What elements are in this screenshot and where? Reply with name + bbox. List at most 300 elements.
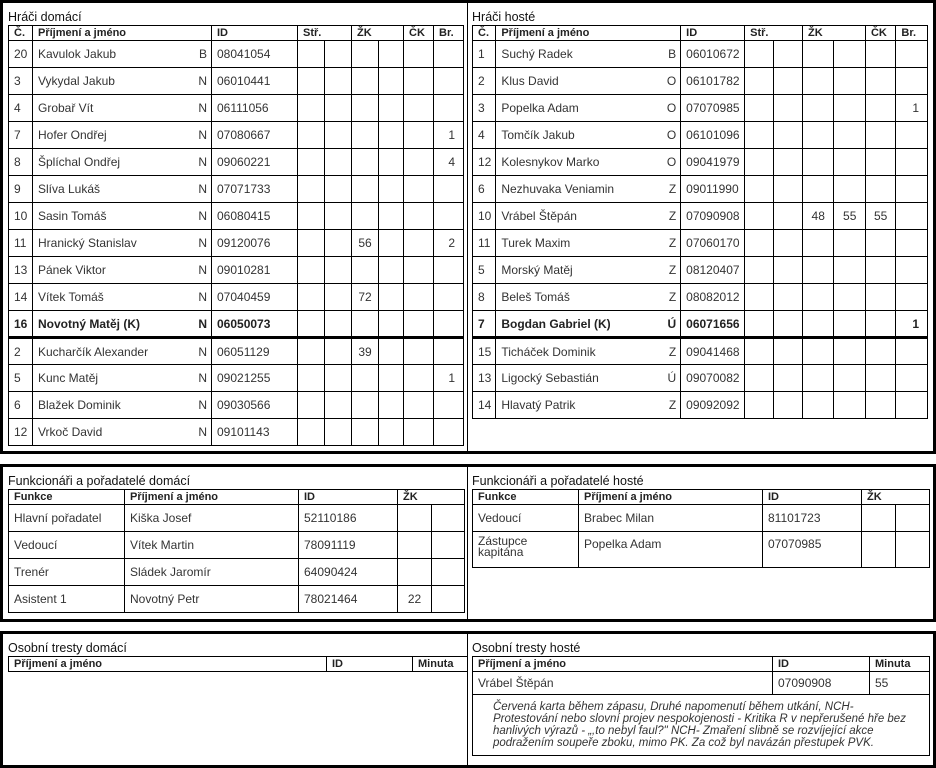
officials-section [0,464,936,622]
yellow-card-cell [802,311,833,338]
goals-cell [896,230,928,257]
col-zk-header: ŽK [862,490,930,505]
yellow-card-cell [802,122,833,149]
table-header-row [9,490,465,505]
player-name: Sasin Tomáš [33,203,181,230]
substitution-cell [298,41,325,68]
substitution-cell [745,203,773,230]
substitution-cell [773,338,802,365]
player-name: Kunc Matěj [33,365,181,392]
yellow-card-cell [834,338,865,365]
player-name: Vykydal Jakub [33,68,181,95]
yellow-card-cell [398,559,432,586]
official-row [9,559,465,586]
player-id: 09070082 [681,365,745,392]
away-penalties-panel [468,634,933,765]
player-name: Blažek Dominik [33,392,181,419]
col-function-header: Funkce [9,490,125,505]
official-id: 78091119 [299,532,398,559]
red-card-cell [404,122,434,149]
yellow-card-cell [379,149,404,176]
away-players-table [472,25,928,419]
substitution-cell [325,257,352,284]
yellow-card-cell [398,532,432,559]
yellow-card-cell [802,257,833,284]
player-id: 06010672 [681,41,745,68]
substitution-cell [325,230,352,257]
goals-cell [896,257,928,284]
yellow-card-cell: 72 [352,284,379,311]
player-position: N [181,257,212,284]
substitution-cell [773,284,802,311]
substitution-cell [745,68,773,95]
player-position: N [181,95,212,122]
red-card-cell [404,176,434,203]
player-position: O [653,95,680,122]
yellow-card-cell [834,122,865,149]
penalty-row [473,672,930,695]
yellow-card-cell [862,532,896,568]
col-id-header: ID [773,657,870,672]
yellow-card-cell [352,95,379,122]
yellow-card-cell [379,311,404,338]
player-position: N [181,176,212,203]
substitution-cell [745,284,773,311]
substitution-cell [745,149,773,176]
yellow-card-cell [802,230,833,257]
home-players-panel [3,3,468,451]
yellow-card-cell [834,41,865,68]
player-position: N [181,392,212,419]
yellow-card-cell [802,176,833,203]
home-officials-title: Funkcionáři a pořadatelé domácí [8,474,191,488]
col-zk-header: ŽK [352,26,404,41]
yellow-card-cell [802,338,833,365]
player-position: O [653,149,680,176]
player-position: O [653,68,680,95]
player-number: 1 [473,41,496,68]
substitution-cell [298,419,325,446]
col-id-header: ID [327,657,413,672]
home-penalties-panel [3,634,468,765]
player-number: 12 [473,149,496,176]
substitution-cell [745,392,773,419]
goals-cell: 1 [896,95,928,122]
col-str-header: Stř. [298,26,352,41]
col-function-header: Funkce [473,490,579,505]
substitution-cell [325,203,352,230]
substitution-cell [298,257,325,284]
player-name: Hlavatý Patrik [496,392,653,419]
penalty-note-row [473,695,930,756]
col-name-header: Příjmení a jméno [33,26,212,41]
player-position: N [181,68,212,95]
yellow-card-cell [352,365,379,392]
yellow-card-cell [379,176,404,203]
official-name: Sládek Jaromír [125,559,299,586]
player-number: 4 [9,95,33,122]
player-name: Hranický Stanislav [33,230,181,257]
player-row [9,338,464,365]
substitution-cell [325,365,352,392]
player-row [473,122,928,149]
goals-cell: 2 [434,230,464,257]
player-number: 11 [473,230,496,257]
substitution-cell [325,419,352,446]
substitution-cell [298,68,325,95]
substitution-cell [745,176,773,203]
red-card-cell: 55 [865,203,895,230]
away-penalties-table [472,656,930,756]
player-position: N [181,338,212,365]
yellow-card-cell [834,176,865,203]
substitution-cell [325,392,352,419]
substitution-cell [773,41,802,68]
yellow-card-cell [834,95,865,122]
penalty-player-name: Vrábel Štěpán [473,672,773,695]
official-name: Vítek Martin [125,532,299,559]
yellow-card-cell: 56 [352,230,379,257]
player-id: 09120076 [212,230,298,257]
red-card-cell [865,95,895,122]
home-penalties-title: Osobní tresty domácí [8,641,127,655]
player-id: 07070985 [681,95,745,122]
home-players-title: Hráči domácí [8,10,82,24]
yellow-card-cell [379,95,404,122]
goals-cell [434,419,464,446]
red-card-cell [404,230,434,257]
away-officials-body [473,505,930,568]
player-row [473,284,928,311]
yellow-card-cell [352,41,379,68]
player-number: 8 [9,149,33,176]
substitution-cell [298,122,325,149]
red-card-cell [404,41,434,68]
col-id-header: ID [763,490,862,505]
player-name: Pánek Viktor [33,257,181,284]
player-row [9,149,464,176]
substitution-cell [298,203,325,230]
substitution-cell [773,95,802,122]
col-name-header: Příjmení a jméno [9,657,327,672]
player-position: Z [653,176,680,203]
player-id: 08041054 [212,41,298,68]
substitution-cell [773,68,802,95]
player-id: 06051129 [212,338,298,365]
goals-cell [434,284,464,311]
substitution-cell [745,338,773,365]
col-ck-header: ČK [404,26,434,41]
official-row [9,586,465,613]
official-row [473,532,930,568]
substitution-cell [773,149,802,176]
substitution-cell [298,365,325,392]
player-name: Beleš Tomáš [496,284,653,311]
red-card-cell [404,311,434,338]
official-row [473,505,930,532]
player-position: O [653,122,680,149]
red-card-cell [865,149,895,176]
player-name: Suchý Radek [496,41,653,68]
yellow-card-cell [834,149,865,176]
goals-cell [434,68,464,95]
player-id: 09021255 [212,365,298,392]
player-row [473,257,928,284]
player-id: 09010281 [212,257,298,284]
substitution-cell [325,41,352,68]
away-players-body [473,41,928,419]
player-row [9,392,464,419]
yellow-card-cell: 22 [398,586,432,613]
player-number: 3 [473,95,496,122]
substitution-cell [773,203,802,230]
yellow-card-cell [802,149,833,176]
player-number: 6 [9,392,33,419]
goals-cell [434,41,464,68]
col-str-header: Stř. [745,26,803,41]
substitution-cell [298,392,325,419]
player-number: 9 [9,176,33,203]
substitution-cell [745,311,773,338]
away-officials-title: Funkcionáři a pořadatelé hosté [472,474,644,488]
col-name-header: Příjmení a jméno [579,490,763,505]
official-row [9,505,465,532]
player-position: N [181,122,212,149]
substitution-cell [745,95,773,122]
goals-cell: 1 [434,365,464,392]
player-row [9,203,464,230]
player-position: N [181,284,212,311]
player-name: Slíva Lukáš [33,176,181,203]
official-id: 07070985 [763,532,862,568]
player-id: 07090908 [681,203,745,230]
official-function: Hlavní pořadatel [9,505,125,532]
player-position: N [181,203,212,230]
col-num-header: Č. [473,26,496,41]
player-position: Ú [653,311,680,338]
player-position: N [181,365,212,392]
player-id: 06101782 [681,68,745,95]
player-row [473,392,928,419]
yellow-card-cell [379,392,404,419]
player-number: 12 [9,419,33,446]
player-row [9,41,464,68]
col-ck-header: ČK [865,26,895,41]
player-name: Hofer Ondřej [33,122,181,149]
goals-cell [434,257,464,284]
penalty-note: Červená karta během zápasu, Druhé napomenutí během utkání, NCH- Protestování nebo slovní projev nespokojenosti - Kritika R v nepřerušené hře bez hanlivých výrazů - „,to nebyl faul?" NCH- Zmaření slibně se rozvíjející akce podražením soupeře zboku, mimo PK. Za což byl navázán přestupek PVK. [473,695,930,756]
table-header-row [473,657,930,672]
col-id-header: ID [681,26,745,41]
goals-cell: 4 [434,149,464,176]
red-card-cell [865,284,895,311]
yellow-card-cell [352,203,379,230]
yellow-card-cell [432,559,465,586]
red-card-cell [404,149,434,176]
player-id: 09060221 [212,149,298,176]
yellow-card-cell [432,586,465,613]
substitution-cell [298,95,325,122]
official-function: Asistent 1 [9,586,125,613]
red-card-cell [404,419,434,446]
yellow-card-cell [352,68,379,95]
player-number: 7 [9,122,33,149]
goals-cell [896,149,928,176]
red-card-cell [865,41,895,68]
red-card-cell [404,338,434,365]
substitution-cell [773,311,802,338]
substitution-cell [298,338,325,365]
official-id: 52110186 [299,505,398,532]
col-name-header: Příjmení a jméno [125,490,299,505]
goals-cell [434,95,464,122]
red-card-cell [865,176,895,203]
player-id: 08120407 [681,257,745,284]
substitution-cell [773,230,802,257]
player-name: Kolesnykov Marko [496,149,653,176]
player-row [473,338,928,365]
player-row [473,95,928,122]
player-number: 11 [9,230,33,257]
yellow-card-cell [896,532,930,568]
player-id: 09011990 [681,176,745,203]
player-position: Ú [653,365,680,392]
player-row [473,176,928,203]
official-function: Vedoucí [473,505,579,532]
substitution-cell [745,41,773,68]
col-zk-header: ŽK [398,490,465,505]
substitution-cell [745,365,773,392]
yellow-card-cell [834,68,865,95]
player-row [9,122,464,149]
goals-cell [434,338,464,365]
red-card-cell [865,230,895,257]
goals-cell [896,365,928,392]
player-row [473,311,928,338]
goals-cell [896,68,928,95]
yellow-card-cell [834,257,865,284]
red-card-cell [404,365,434,392]
player-name: Kucharčík Alexander [33,338,181,365]
substitution-cell [325,338,352,365]
red-card-cell [865,365,895,392]
player-row [9,365,464,392]
player-id: 09041979 [681,149,745,176]
yellow-card-cell [379,230,404,257]
player-number: 14 [9,284,33,311]
substitution-cell [325,122,352,149]
col-zk-header: ŽK [802,26,865,41]
yellow-card-cell [379,338,404,365]
yellow-card-cell [802,41,833,68]
official-id: 64090424 [299,559,398,586]
official-name: Popelka Adam [579,532,763,568]
substitution-cell [745,257,773,284]
yellow-card-cell [352,149,379,176]
player-name: Vrkoč David [33,419,181,446]
official-row [9,532,465,559]
col-name-header: Příjmení a jméno [473,657,773,672]
official-id: 81101723 [763,505,862,532]
official-name: Brabec Milan [579,505,763,532]
player-number: 13 [9,257,33,284]
player-number: 2 [473,68,496,95]
red-card-cell [865,122,895,149]
yellow-card-cell [432,505,465,532]
table-header-row [9,26,464,41]
goals-cell [896,284,928,311]
substitution-cell [325,149,352,176]
player-name: Popelka Adam [496,95,653,122]
penalties-section [0,631,936,768]
player-number: 15 [473,338,496,365]
player-name: Ligocký Sebastián [496,365,653,392]
substitution-cell [298,176,325,203]
goals-cell: 1 [434,122,464,149]
substitution-cell [325,284,352,311]
red-card-cell [404,203,434,230]
yellow-card-cell [379,284,404,311]
col-id-header: ID [299,490,398,505]
red-card-cell [404,68,434,95]
player-name: Tomčík Jakub [496,122,653,149]
player-id: 06080415 [212,203,298,230]
player-row [9,257,464,284]
player-position: Z [653,257,680,284]
player-name: Nezhuvaka Veniamin [496,176,653,203]
substitution-cell [773,392,802,419]
yellow-card-cell [834,230,865,257]
player-position: Z [653,230,680,257]
substitution-cell [773,176,802,203]
goals-cell [434,311,464,338]
substitution-cell [325,95,352,122]
goals-cell [434,392,464,419]
player-id: 07040459 [212,284,298,311]
player-position: Z [653,338,680,365]
player-row [9,284,464,311]
table-header-row [9,657,468,672]
substitution-cell [325,311,352,338]
home-officials-panel [3,467,468,619]
home-officials-table [8,489,465,613]
away-officials-panel [468,467,933,619]
player-row [473,230,928,257]
yellow-card-cell: 55 [834,203,865,230]
player-id: 09041468 [681,338,745,365]
player-id: 07071733 [212,176,298,203]
yellow-card-cell [834,365,865,392]
yellow-card-cell [379,122,404,149]
player-number: 3 [9,68,33,95]
player-row [9,176,464,203]
col-minute-header: Minuta [870,657,930,672]
goals-cell [434,176,464,203]
yellow-card-cell [352,311,379,338]
player-row [9,311,464,338]
player-id: 08082012 [681,284,745,311]
player-name: Klus David [496,68,653,95]
player-name: Vítek Tomáš [33,284,181,311]
player-row [473,365,928,392]
player-number: 13 [473,365,496,392]
yellow-card-cell [379,41,404,68]
col-id-header: ID [212,26,298,41]
player-id: 06071656 [681,311,745,338]
goals-cell [896,122,928,149]
substitution-cell [773,122,802,149]
player-id: 06101096 [681,122,745,149]
